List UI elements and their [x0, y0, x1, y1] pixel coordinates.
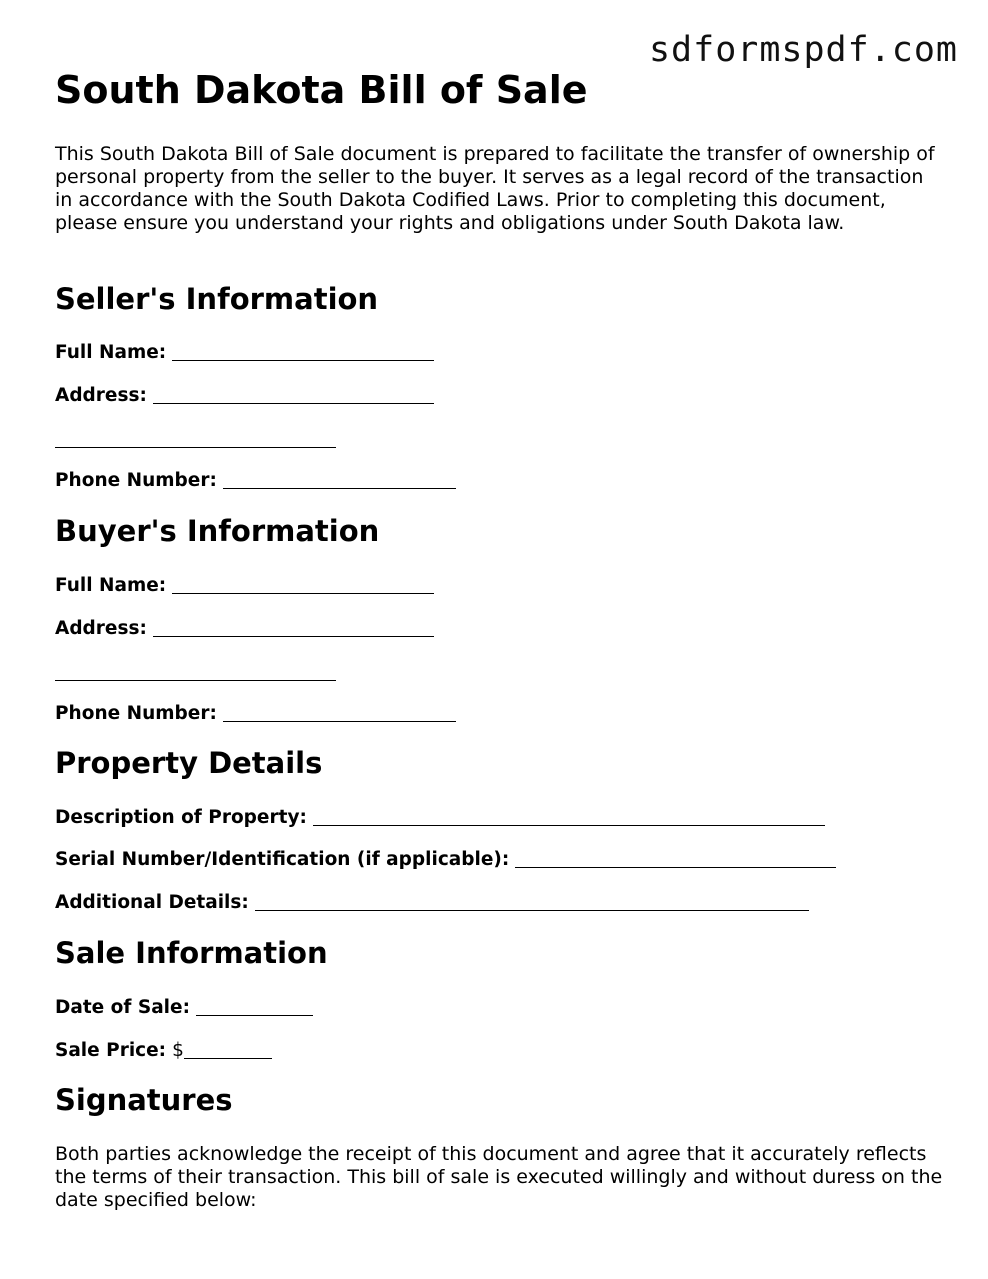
additional-details-label: Additional Details:: [55, 892, 249, 913]
buyer-address-label: Address:: [55, 618, 147, 639]
seller-address-field: [55, 384, 434, 406]
seller-phone-field: [55, 469, 456, 491]
watermark: sdformspdf.com: [648, 30, 958, 70]
serial-number-input[interactable]: [515, 866, 836, 868]
seller-phone-label: Phone Number:: [55, 470, 217, 491]
seller-address-line-2[interactable]: [55, 447, 336, 448]
currency-symbol: $: [172, 1040, 184, 1061]
page-title: South Dakota Bill of Sale: [55, 68, 588, 112]
seller-heading: Seller's Information: [55, 282, 379, 316]
date-of-sale-field: [55, 996, 313, 1018]
property-description-label: Description of Property:: [55, 807, 307, 828]
serial-number-field: [55, 848, 836, 870]
signatures-heading: Signatures: [55, 1083, 233, 1117]
seller-address-input[interactable]: [153, 402, 434, 404]
seller-full-name-input[interactable]: [172, 359, 434, 361]
sale-heading: Sale Information: [55, 936, 328, 970]
seller-phone-input[interactable]: [223, 487, 456, 489]
serial-number-label: Serial Number/Identification (if applicable):: [55, 849, 510, 870]
property-heading: Property Details: [55, 746, 323, 780]
seller-full-name-field: [55, 341, 434, 363]
buyer-phone-label: Phone Number:: [55, 703, 217, 724]
property-description-input[interactable]: [313, 824, 825, 826]
buyer-full-name-field: [55, 574, 434, 596]
signatures-paragraph: Both parties acknowledge the receipt of this document and agree that it accurately reflects the terms of their transaction. This bill of sale is executed willingly and without duress on the date specified below:: [55, 1143, 943, 1211]
buyer-address-field: [55, 617, 434, 639]
date-of-sale-input[interactable]: [196, 1014, 313, 1016]
seller-full-name-label: Full Name:: [55, 342, 167, 363]
buyer-address-input[interactable]: [153, 635, 434, 637]
additional-details-field: [55, 891, 809, 913]
buyer-heading: Buyer's Information: [55, 514, 380, 548]
sale-price-field: [55, 1039, 272, 1061]
buyer-phone-input[interactable]: [223, 720, 456, 722]
buyer-phone-field: [55, 702, 456, 724]
buyer-full-name-label: Full Name:: [55, 575, 167, 596]
property-description-field: [55, 806, 825, 828]
sale-price-input[interactable]: [184, 1057, 272, 1059]
buyer-address-line-2[interactable]: [55, 680, 336, 681]
seller-address-label: Address:: [55, 385, 147, 406]
date-of-sale-label: Date of Sale:: [55, 997, 190, 1018]
intro-paragraph: This South Dakota Bill of Sale document is prepared to facilitate the transfer of ownership of personal property from the seller to the buyer. It serves as a legal record of the transaction in accordance with the South Dakota Codified Laws. Prior to completing this document, please ensure you understand your rights and obligations under South Dakota law.: [55, 143, 935, 234]
additional-details-input[interactable]: [255, 909, 809, 911]
sale-price-label: Sale Price:: [55, 1040, 167, 1061]
buyer-full-name-input[interactable]: [172, 592, 434, 594]
